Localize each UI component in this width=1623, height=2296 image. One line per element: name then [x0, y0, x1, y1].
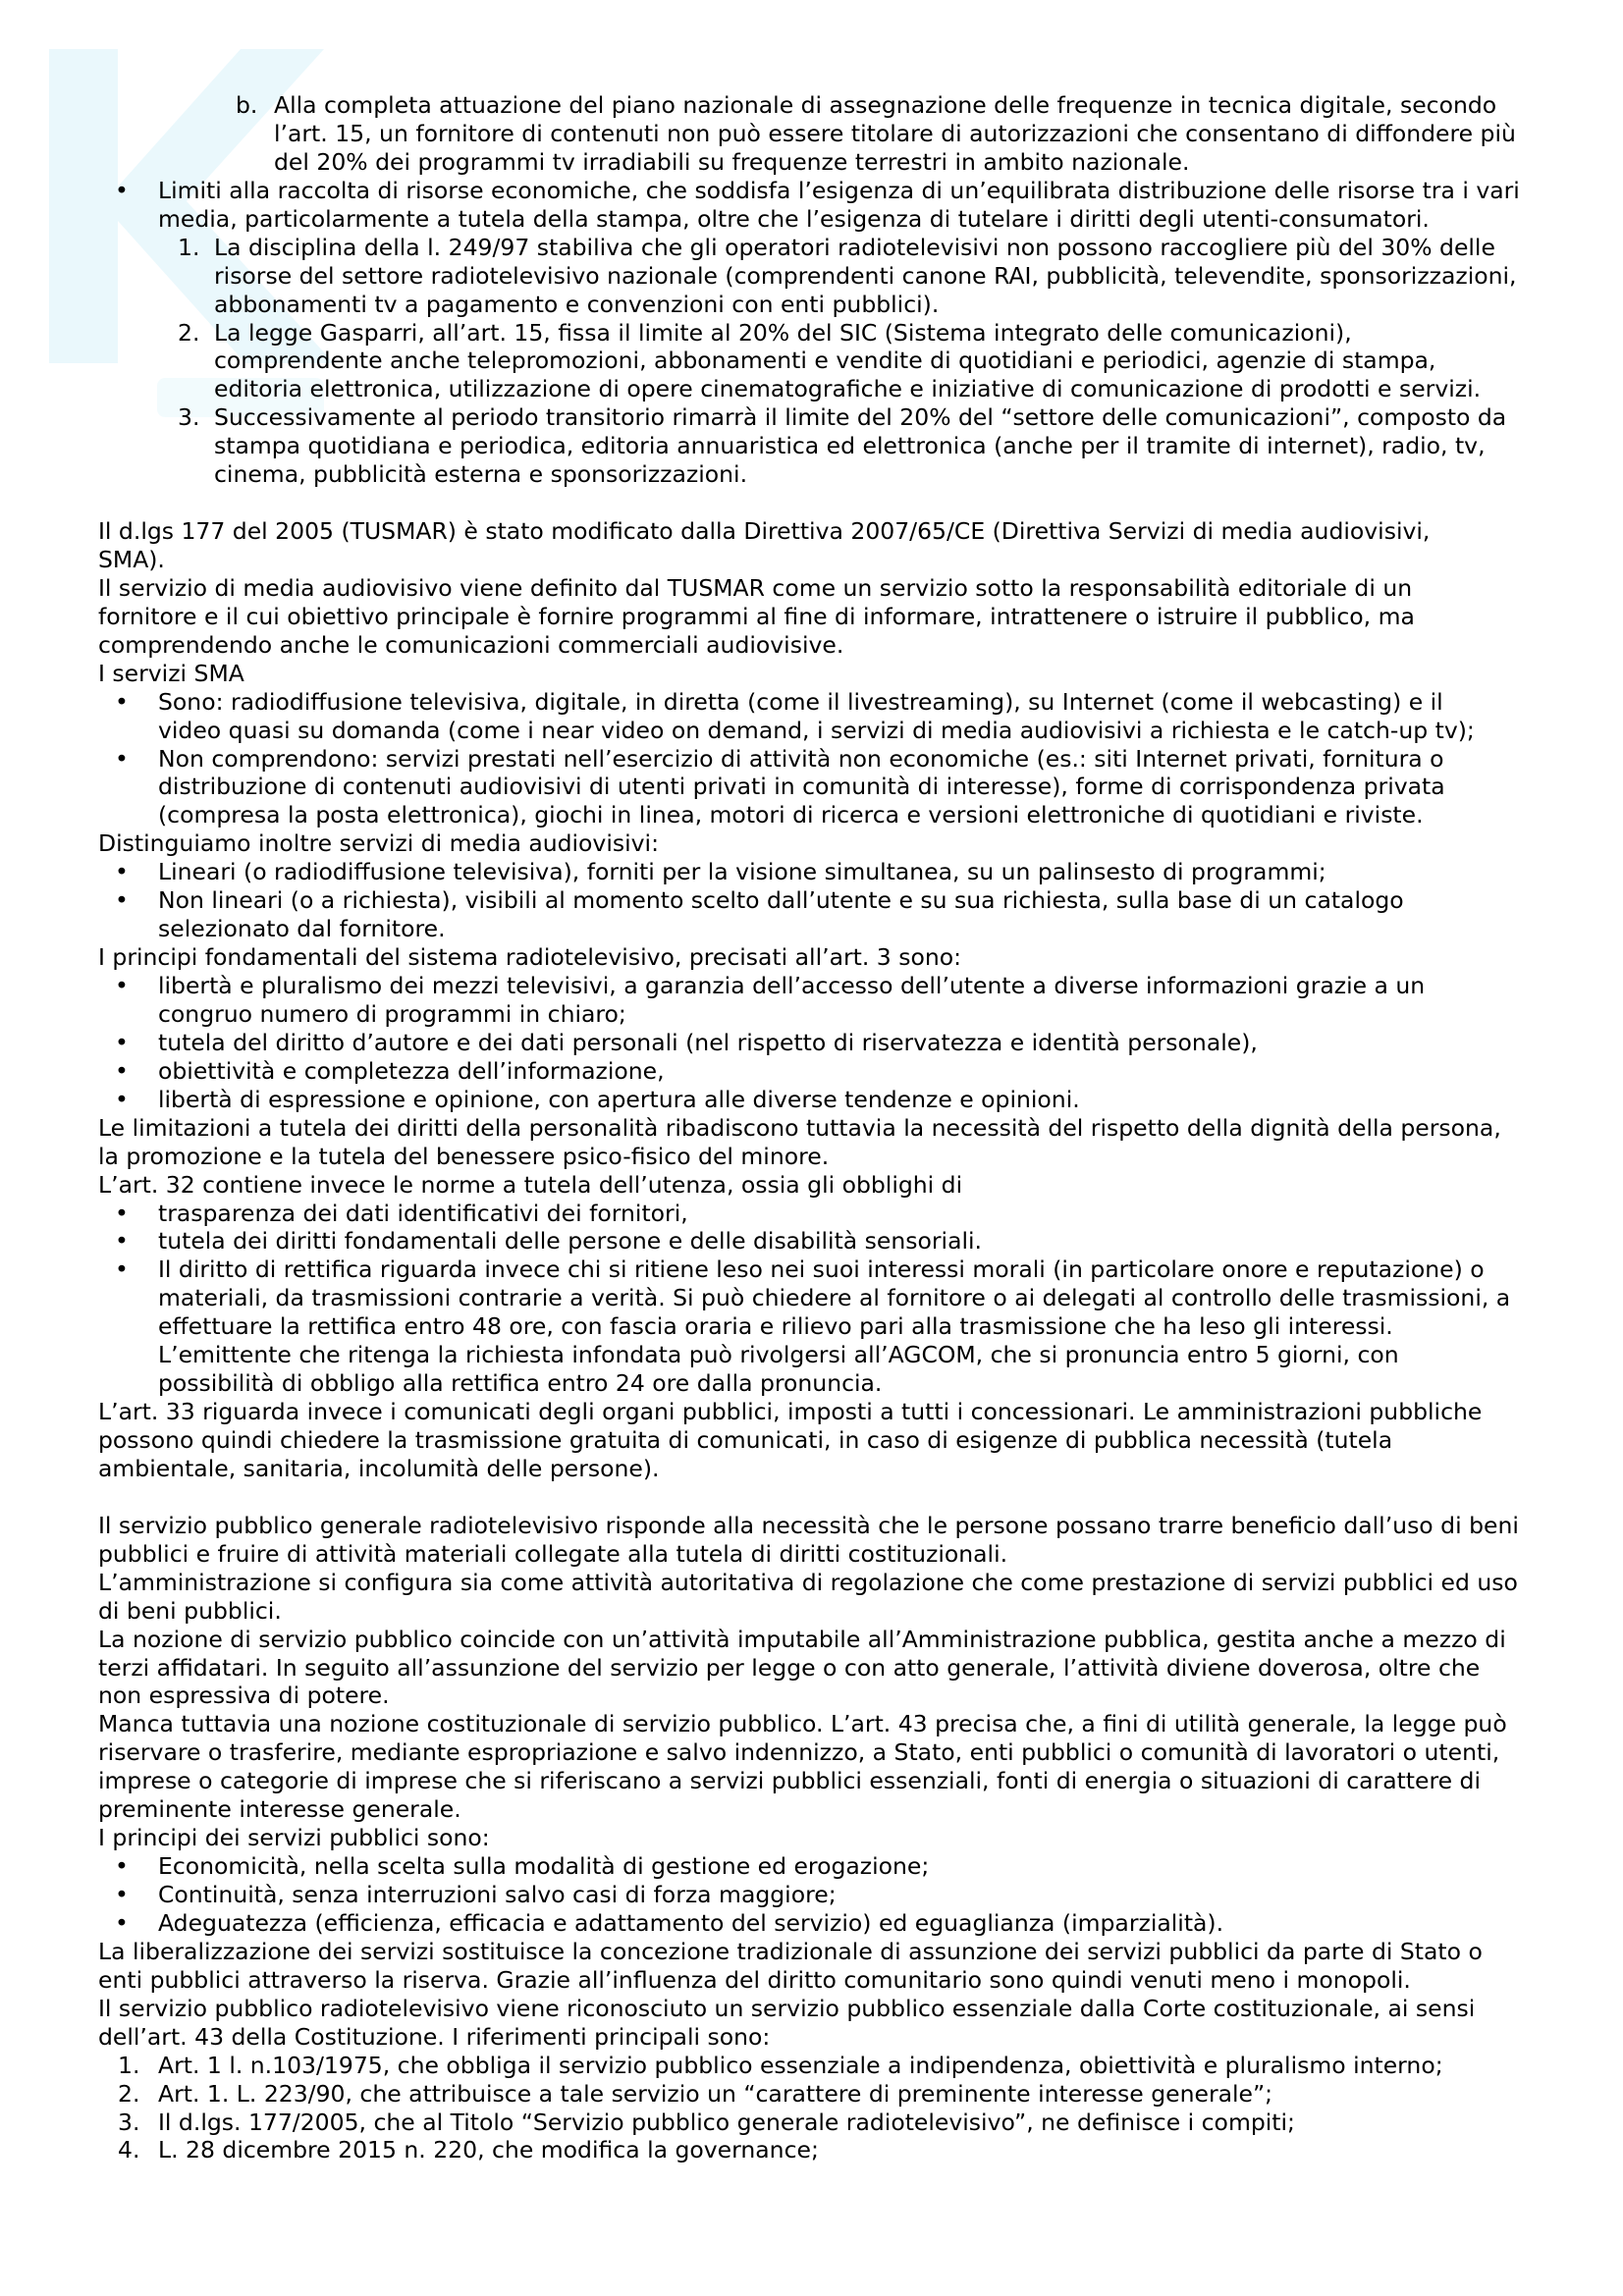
- text-line: L’art. 32 contiene invece le norme a tutela dell’utenza, ossia gli obblighi di: [98, 1170, 963, 1199]
- text-line: abbonamenti tv a pagamento e convenzioni con enti pubblici).: [214, 290, 940, 318]
- paragraph: [0, 1995, 1623, 2052]
- text-line: non espressiva di potere.: [98, 1682, 390, 1710]
- block-text: [98, 517, 1623, 574]
- text-line: comprendendo anche le comunicazioni commerciali audiovisive.: [98, 630, 844, 659]
- paragraph: [0, 829, 1623, 858]
- block-text: [98, 1398, 1623, 1483]
- block-text: [214, 234, 1623, 319]
- bullet-item: [0, 1227, 1623, 1255]
- text-line: Limiti alla raccolta di risorse economiche, che soddisfa l’esigenza di un’equilibrata distribuzione delle risorse tra i vari: [158, 176, 1520, 204]
- text-line: obiettività e completezza dell’informazione,: [158, 1056, 665, 1085]
- numbered-item: [0, 2136, 1623, 2164]
- text-line: La disciplina della l. 249/97 stabiliva che gli operatori radiotelevisivi non possono raccogliere più del 30% delle: [214, 233, 1495, 261]
- text-line: Non lineari (o a richiesta), visibili al momento scelto dall’utente e su sua richiesta, sulla base di un catalogo: [158, 886, 1404, 915]
- text-line: Manca tuttavia una nozione costituzionale di servizio pubblico. L’art. 43 precisa che, a fini di utilità generale, la legge può: [98, 1710, 1507, 1738]
- paragraph: [0, 1626, 1623, 1711]
- bullet-item: [0, 177, 1623, 234]
- document-page: [0, 91, 1623, 2164]
- sub-numbered-item: [0, 319, 1623, 404]
- bullet-marker: •: [115, 1199, 129, 1227]
- bullet-marker: •: [115, 744, 129, 773]
- block-text: [98, 1710, 1623, 1824]
- text-line: congruo numero di programmi in chiaro;: [158, 999, 626, 1028]
- text-line: trasparenza dei dati identificativi dei fornitori,: [158, 1199, 688, 1227]
- bullet-item: [0, 1200, 1623, 1228]
- text-line: Sono: radiodiffusione televisiva, digitale, in diretta (come il livestreaming), su Internet (come il webcasting) e il: [158, 687, 1443, 716]
- bullet-marker: •: [115, 1028, 129, 1056]
- block-text: [158, 1852, 1623, 1881]
- paragraph: [0, 574, 1623, 660]
- paragraph: [0, 660, 1623, 688]
- list-number: 2.: [118, 2079, 140, 2108]
- block-text: [158, 745, 1623, 830]
- bullet-marker: •: [115, 1881, 129, 1909]
- text-line: editoria elettronica, utilizzazione di opere cinematografiche e iniziative di comunicazione di prodotti e servizi.: [214, 375, 1482, 403]
- bullet-marker: •: [115, 1255, 129, 1284]
- text-section: [0, 1512, 1623, 2165]
- text-line: La legge Gasparri, all’art. 15, fissa il limite al 20% del SIC (Sistema integrato delle comunicazioni),: [214, 318, 1352, 347]
- paragraph: [0, 1114, 1623, 1171]
- block-text: [214, 319, 1623, 404]
- text-line: I principi dei servizi pubblici sono:: [98, 1824, 490, 1852]
- bullet-marker: •: [115, 1056, 129, 1085]
- bullet-item: [0, 688, 1623, 745]
- block-text: [98, 660, 1623, 688]
- text-line: L’amministrazione si configura sia come attività autoritativa di regolazione che come prestazione di servizi pubblici ed uso: [98, 1568, 1518, 1596]
- numbered-item: [0, 2109, 1623, 2137]
- text-line: Il servizio pubblico radiotelevisivo viene riconosciuto un servizio pubblico essenziale dalla Corte costituzionale, ai sensi: [98, 1994, 1476, 2022]
- paragraph: [0, 517, 1623, 574]
- paragraph: [0, 1512, 1623, 1569]
- block-text: [158, 1881, 1623, 1909]
- text-line: Distinguiamo inoltre servizi di media audiovisivi:: [98, 829, 659, 858]
- block-text: [158, 688, 1623, 745]
- text-line: libertà di espressione e opinione, con apertura alle diverse tendenze e opinioni.: [158, 1085, 1080, 1113]
- sub-numbered-item: [0, 403, 1623, 489]
- text-line: effettuare la rettifica entro 48 ore, con fascia oraria e rilievo pari alla trasmissione che ha leso gli interessi.: [158, 1312, 1393, 1341]
- text-line: Il d.lgs 177 del 2005 (TUSMAR) è stato modificato dalla Direttiva 2007/65/CE (Direttiva Servizi di media audiovisivi,: [98, 517, 1431, 546]
- text-line: preminente interesse generale.: [98, 1795, 461, 1824]
- bullet-item: [0, 1029, 1623, 1057]
- bullet-item: [0, 1057, 1623, 1086]
- paragraph: [0, 1398, 1623, 1483]
- text-section: [0, 517, 1623, 1483]
- text-line: L’emittente che ritenga la richiesta infondata può rivolgersi all’AGCOM, che si pronuncia entro 5 giorni, con: [158, 1341, 1399, 1369]
- text-line: Le limitazioni a tutela dei diritti della personalità ribadiscono tuttavia la necessità del rispetto della dignità della persona,: [98, 1113, 1501, 1142]
- block-text: [158, 2052, 1623, 2080]
- list-number: 3.: [178, 403, 200, 432]
- text-line: risorse del settore radiotelevisivo nazionale (comprendenti canone RAI, pubblicità, televendite, sponsorizzazioni,: [214, 261, 1517, 290]
- block-text: [98, 1995, 1623, 2052]
- text-line: tutela dei diritti fondamentali delle persone e delle disabilità sensoriali.: [158, 1227, 983, 1255]
- text-line: Art. 1. L. 223/90, che attribuisce a tale servizio un “carattere di preminente interesse generale”;: [158, 2079, 1273, 2108]
- text-line: stampa quotidiana e periodica, editoria annuaristica ed elettronica (anche per il tramite di internet), radio, tv,: [214, 432, 1486, 460]
- bullet-item: [0, 972, 1623, 1029]
- bullet-marker: •: [115, 886, 129, 915]
- bullet-item: [0, 886, 1623, 943]
- text-line: Il d.lgs. 177/2005, che al Titolo “Servizio pubblico generale radiotelevisivo”, ne definisce i compiti;: [158, 2108, 1295, 2136]
- lettered-item: [0, 91, 1623, 177]
- paragraph: [0, 1938, 1623, 1995]
- block-text: [274, 91, 1623, 177]
- block-text: [158, 1057, 1623, 1086]
- block-text: [98, 1114, 1623, 1171]
- bullet-marker: •: [115, 1908, 129, 1937]
- block-text: [158, 177, 1623, 234]
- block-text: [158, 972, 1623, 1029]
- block-text: [98, 1824, 1623, 1852]
- text-line: Continuità, senza interruzioni salvo casi di forza maggiore;: [158, 1881, 837, 1909]
- text-line: di beni pubblici.: [98, 1596, 282, 1625]
- bullet-item: [0, 858, 1623, 886]
- text-line: fornitore e il cui obiettivo principale è fornire programmi al fine di informare, intrattenere o istruire il pubblico, ma: [98, 602, 1415, 630]
- block-text: [98, 1938, 1623, 1995]
- block-text: [158, 1255, 1623, 1398]
- text-line: dell’art. 43 della Costituzione. I riferimenti principali sono:: [98, 2022, 771, 2051]
- bullet-item: [0, 1086, 1623, 1114]
- bullet-item: [0, 1255, 1623, 1398]
- block-text: [98, 943, 1623, 972]
- text-line: video quasi su domanda (come i near video on demand, i servizi di media audiovisivi a richiesta e le catch-up tv);: [158, 716, 1475, 744]
- block-text: [158, 1227, 1623, 1255]
- numbered-item: [0, 2080, 1623, 2109]
- list-number: 1.: [178, 233, 200, 261]
- bullet-marker: •: [115, 858, 129, 886]
- paragraph: [0, 1569, 1623, 1626]
- block-text: [158, 1029, 1623, 1057]
- bullet-item: [0, 1909, 1623, 1938]
- text-line: la promozione e la tutela del benessere psico-fisico del minore.: [98, 1142, 830, 1170]
- bullet-marker: •: [115, 1085, 129, 1113]
- bullet-marker: •: [115, 972, 129, 1000]
- block-text: [98, 829, 1623, 858]
- text-line: L. 28 dicembre 2015 n. 220, che modifica la governance;: [158, 2136, 819, 2164]
- paragraph: [0, 943, 1623, 972]
- text-line: Adeguatezza (efficienza, efficacia e adattamento del servizio) ed eguaglianza (imparzialità).: [158, 1908, 1224, 1937]
- bullet-item: [0, 1881, 1623, 1909]
- text-line: terzi affidatari. In seguito all’assunzione del servizio per legge o con atto generale, l’attività diviene doverosa, oltre che: [98, 1653, 1481, 1682]
- block-text: [98, 1512, 1623, 1569]
- block-text: [214, 403, 1623, 489]
- text-line: I principi fondamentali del sistema radiotelevisivo, precisati all’art. 3 sono:: [98, 943, 962, 972]
- text-section: [0, 91, 1623, 489]
- block-text: [98, 1569, 1623, 1626]
- text-line: riservare o trasferire, mediante espropriazione e salvo indennizzo, a Stato, enti pubblici o comunità di lavoratori o utenti,: [98, 1738, 1500, 1767]
- text-line: (compresa la posta elettronica), giochi in linea, motori di ricerca e versioni elettroniche di quotidiani e riviste.: [158, 801, 1424, 829]
- text-line: ambientale, sanitaria, incolumità delle persone).: [98, 1454, 660, 1482]
- paragraph: [0, 1824, 1623, 1852]
- text-line: libertà e pluralismo dei mezzi televisivi, a garanzia dell’accesso dell’utente a diverse informazioni grazie a un: [158, 972, 1426, 1000]
- bullet-marker: •: [115, 1852, 129, 1881]
- text-line: Il servizio pubblico generale radiotelevisivo risponde alla necessità che le persone possano trarre beneficio dall’uso di beni: [98, 1511, 1519, 1539]
- block-text: [158, 1200, 1623, 1228]
- text-line: del 20% dei programmi tv irradiabili su frequenze terrestri in ambito nazionale.: [274, 147, 1190, 176]
- sub-numbered-item: [0, 234, 1623, 319]
- numbered-item: [0, 2052, 1623, 2080]
- text-line: Economicità, nella scelta sulla modalità di gestione ed erogazione;: [158, 1852, 930, 1881]
- bullet-item: [0, 745, 1623, 830]
- block-text: [158, 1086, 1623, 1114]
- block-text: [158, 1909, 1623, 1938]
- text-line: I servizi SMA: [98, 659, 244, 687]
- text-line: l’art. 15, un fornitore di contenuti non può essere titolare di autorizzazioni che consentano di diffondere più: [274, 119, 1516, 147]
- text-line: comprendente anche telepromozioni, abbonamenti e vendite di quotidiani e periodici, agenzie di stampa,: [214, 347, 1436, 375]
- text-line: Il diritto di rettifica riguarda invece chi si ritiene leso nei suoi interessi morali (in particolare onore e reputazione) o: [158, 1255, 1485, 1284]
- text-line: Successivamente al periodo transitorio rimarrà il limite del 20% del “settore delle comunicazioni”, composto da: [214, 403, 1507, 432]
- text-line: materiali, da trasmissioni contrarie a verità. Si può chiedere al fornitore o ai delegati al controllo delle trasmissioni, a: [158, 1284, 1511, 1312]
- paragraph: [0, 1710, 1623, 1824]
- text-line: possono quindi chiedere la trasmissione gratuita di comunicati, in caso di esigenze di pubblica necessità (tutela: [98, 1426, 1393, 1455]
- text-line: Lineari (o radiodiffusione televisiva), forniti per la visione simultanea, su un palinsesto di programmi;: [158, 858, 1326, 886]
- text-line: L’art. 33 riguarda invece i comunicati degli organi pubblici, imposti a tutti i concessionari. Le amministrazioni pubbliche: [98, 1398, 1483, 1426]
- text-line: enti pubblici attraverso la riserva. Grazie all’influenza del diritto comunitario sono quindi venuti meno i monopoli.: [98, 1965, 1411, 1994]
- bullet-marker: •: [115, 687, 129, 716]
- text-line: Non comprendono: servizi prestati nell’esercizio di attività non economiche (es.: siti Internet privati, fornitura o: [158, 744, 1444, 773]
- text-line: selezionato dal fornitore.: [158, 915, 446, 943]
- block-text: [158, 2080, 1623, 2109]
- block-text: [98, 1171, 1623, 1200]
- block-text: [158, 886, 1623, 943]
- text-line: pubblici e fruire di attività materiali collegate alla tutela di diritti costituzionali.: [98, 1539, 1008, 1568]
- block-text: [98, 574, 1623, 660]
- text-line: distribuzione di contenuti audiovisivi di utenti privati in comunità di interesse), forme di corrispondenza privata: [158, 773, 1445, 801]
- list-number: 4.: [118, 2136, 140, 2164]
- block-text: [158, 2109, 1623, 2137]
- list-number: 1.: [118, 2051, 140, 2079]
- text-line: La liberalizzazione dei servizi sostituisce la concezione tradizionale di assunzione dei servizi pubblici da parte di Stato o: [98, 1937, 1483, 1965]
- paragraph: [0, 1171, 1623, 1200]
- bullet-marker: •: [115, 176, 129, 204]
- block-text: [98, 1626, 1623, 1711]
- text-line: imprese o categorie di imprese che si riferiscano a servizi pubblici essenziali, fonti di energia o situazioni di carattere di: [98, 1767, 1482, 1795]
- text-line: Alla completa attuazione del piano nazionale di assegnazione delle frequenze in tecnica digitale, secondo: [274, 91, 1497, 119]
- list-letter: b.: [236, 91, 258, 119]
- bullet-marker: •: [115, 1227, 129, 1255]
- text-line: possibilità di obbligo alla rettifica entro 24 ore dalla pronuncia.: [158, 1369, 883, 1398]
- bullet-item: [0, 1852, 1623, 1881]
- list-number: 2.: [178, 318, 200, 347]
- text-line: Art. 1 l. n.103/1975, che obbliga il servizio pubblico essenziale a indipendenza, obiettività e pluralismo interno;: [158, 2051, 1443, 2079]
- block-text: [158, 858, 1623, 886]
- text-line: SMA).: [98, 545, 165, 573]
- text-line: Il servizio di media audiovisivo viene definito dal TUSMAR come un servizio sotto la responsabilità editoriale di un: [98, 573, 1413, 602]
- block-text: [158, 2136, 1623, 2164]
- text-line: La nozione di servizio pubblico coincide con un’attività imputabile all’Amministrazione pubblica, gestita anche a mezzo di: [98, 1625, 1506, 1653]
- list-number: 3.: [118, 2108, 140, 2136]
- text-line: tutela del diritto d’autore e dei dati personali (nel rispetto di riservatezza e identità personale),: [158, 1028, 1258, 1056]
- text-line: cinema, pubblicità esterna e sponsorizzazioni.: [214, 460, 748, 489]
- text-line: media, particolarmente a tutela della stampa, oltre che l’esigenza di tutelare i diritti degli utenti-consumatori.: [158, 204, 1430, 233]
